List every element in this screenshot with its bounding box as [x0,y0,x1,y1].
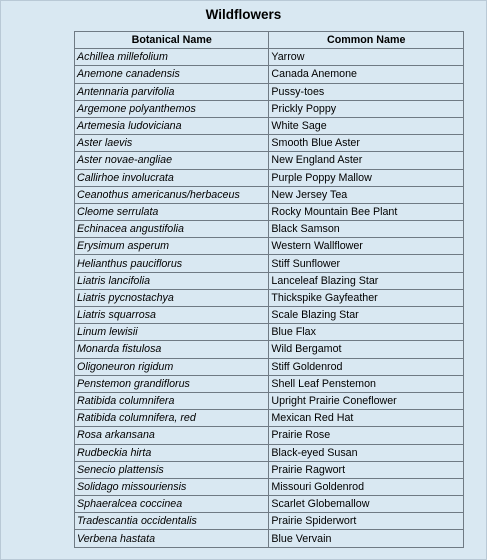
botanical-name-cell: Anemone canadensis [75,66,269,83]
common-name-cell: Wild Bergamot [269,341,464,358]
table-row [75,461,464,478]
common-name-cell: Prairie Spiderwort [269,513,464,530]
botanical-name-cell: Achillea millefolium [75,49,269,66]
common-name-cell: Smooth Blue Aster [269,135,464,152]
table-row [75,530,464,547]
botanical-name-cell: Solidago missouriensis [75,478,269,495]
table-header-row [75,32,464,49]
column-header-botanical-name: Botanical Name [75,32,269,49]
page-title: Wildflowers [205,7,282,22]
common-name-cell: Blue Vervain [269,530,464,547]
table-row [75,255,464,272]
common-name-cell: Rocky Mountain Bee Plant [269,203,464,220]
common-name-cell: White Sage [269,117,464,134]
botanical-name-cell: Linum lewisii [75,324,269,341]
common-name-cell: Black-eyed Susan [269,444,464,461]
table-row [75,324,464,341]
botanical-name-cell: Artemesia ludoviciana [75,117,269,134]
table-row [75,83,464,100]
table-row [75,203,464,220]
botanical-name-cell: Liatris lancifolia [75,272,269,289]
botanical-name-cell: Rosa arkansana [75,427,269,444]
common-name-cell: New Jersey Tea [269,186,464,203]
botanical-name-cell: Aster laevis [75,135,269,152]
common-name-cell: Stiff Goldenrod [269,358,464,375]
botanical-name-cell: Liatris squarrosa [75,307,269,324]
botanical-name-cell: Penstemon grandiflorus [75,375,269,392]
table-row [75,49,464,66]
table-row [75,478,464,495]
common-name-cell: Prairie Rose [269,427,464,444]
botanical-name-cell: Verbena hastata [75,530,269,547]
table-row [75,513,464,530]
botanical-name-cell: Ratibida columnifera, red [75,410,269,427]
table-row [75,392,464,409]
botanical-name-cell: Argemone polyanthemos [75,100,269,117]
common-name-cell: Yarrow [269,49,464,66]
table-row [75,444,464,461]
botanical-name-cell: Tradescantia occidentalis [75,513,269,530]
common-name-cell: Prickly Poppy [269,100,464,117]
table-row [75,100,464,117]
botanical-name-cell: Antennaria parvifolia [75,83,269,100]
botanical-name-cell: Oligoneuron rigidum [75,358,269,375]
common-name-cell: Pussy-toes [269,83,464,100]
botanical-name-cell: Callirhoe involucrata [75,169,269,186]
common-name-cell: Black Samson [269,221,464,238]
common-name-cell: Stiff Sunflower [269,255,464,272]
common-name-cell: Prairie Ragwort [269,461,464,478]
botanical-name-cell: Echinacea angustifolia [75,221,269,238]
common-name-cell: Canada Anemone [269,66,464,83]
table-row [75,496,464,513]
common-name-cell: Mexican Red Hat [269,410,464,427]
botanical-name-cell: Sphaeralcea coccinea [75,496,269,513]
table-row [75,135,464,152]
botanical-name-cell: Liatris pycnostachya [75,289,269,306]
table-row [75,169,464,186]
table-row [75,117,464,134]
table-row [75,238,464,255]
table-row [75,221,464,238]
table-row [75,272,464,289]
botanical-name-cell: Ratibida columnifera [75,392,269,409]
botanical-name-cell: Senecio plattensis [75,461,269,478]
table-row [75,341,464,358]
botanical-name-cell: Rudbeckia hirta [75,444,269,461]
column-header-common-name: Common Name [269,32,464,49]
common-name-cell: Lanceleaf Blazing Star [269,272,464,289]
table-row [75,410,464,427]
table-row [75,289,464,306]
common-name-cell: Missouri Goldenrod [269,478,464,495]
common-name-cell: New England Aster [269,152,464,169]
common-name-cell: Scarlet Globemallow [269,496,464,513]
common-name-cell: Blue Flax [269,324,464,341]
common-name-cell: Purple Poppy Mallow [269,169,464,186]
common-name-cell: Thickspike Gayfeather [269,289,464,306]
wildflowers-table [74,31,464,548]
table-row [75,307,464,324]
table-row [75,152,464,169]
table-body [75,49,464,547]
table-row [75,66,464,83]
common-name-cell: Upright Prairie Coneflower [269,392,464,409]
table-row [75,375,464,392]
table-row [75,358,464,375]
table-row [75,427,464,444]
botanical-name-cell: Ceanothus americanus/herbaceus [75,186,269,203]
common-name-cell: Western Wallflower [269,238,464,255]
botanical-name-cell: Monarda fistulosa [75,341,269,358]
botanical-name-cell: Aster novae-angliae [75,152,269,169]
common-name-cell: Scale Blazing Star [269,307,464,324]
botanical-name-cell: Erysimum asperum [75,238,269,255]
botanical-name-cell: Helianthus pauciflorus [75,255,269,272]
table-row [75,186,464,203]
common-name-cell: Shell Leaf Penstemon [269,375,464,392]
botanical-name-cell: Cleome serrulata [75,203,269,220]
